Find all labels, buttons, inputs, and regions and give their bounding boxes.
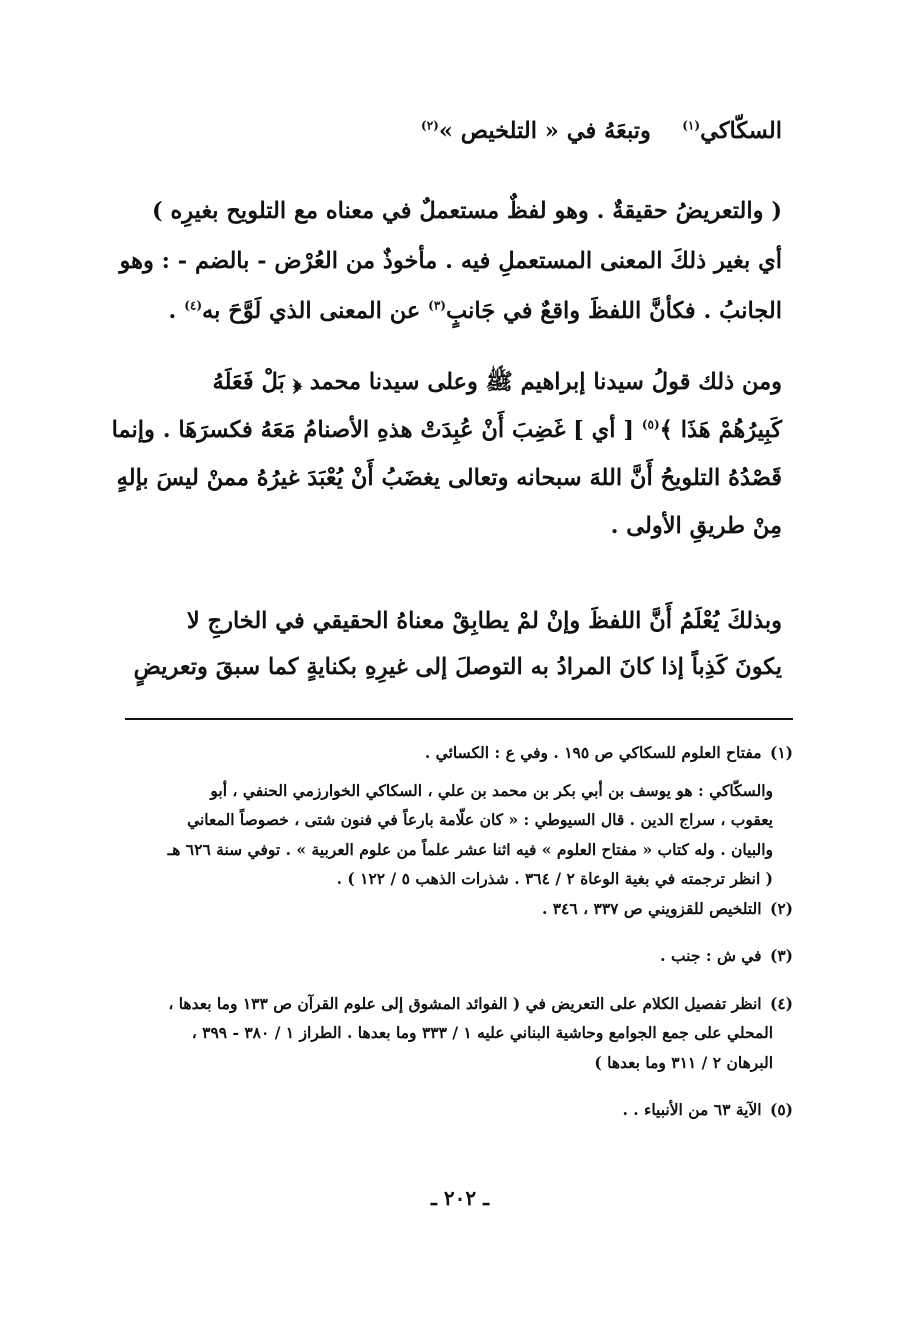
footnote-ref-1: (١) [682, 118, 701, 133]
footnote-line: يعقوب ، سراج الدين . قال السيوطي : « كان علّامة بارعاً في فنون شتى ، خصوصاً المعاني [187, 810, 773, 829]
footnote-3 [103, 941, 793, 971]
footnote-text: الآية ٦٣ من الأنبياء . . [622, 1100, 762, 1119]
footnote-number: (٤) [769, 993, 793, 1013]
paragraph-line: يكونَ كَذِباً إذا كانَ المرادُ به التوصلَ إلى غيرِهِ بكنايةٍ كما سبقَ وتعريضٍ [133, 654, 782, 680]
footnotes-section [103, 738, 793, 1133]
paragraph-line: ( والتعريضُ حقيقةٌ . وهو لفظٌ مستعملٌ في معناه مع التلويح بغيرِه ) [151, 198, 782, 224]
footnote-text: التلخيص للقزويني ص ٣٣٧ ، ٣٤٦ . [541, 898, 762, 918]
footnote-number: (١) [769, 743, 793, 762]
footnote-2 [103, 894, 793, 924]
paragraph-line: الجانبُ . فكأنَّ اللفظَ واقعٌ في جَانبٍ$^{(٣)}$ عن المعنى الذي لَوَّحَ به$^{(٤)}$ . [168, 298, 782, 324]
footnote-line: المحلي على جمع الجوامع وحاشية البناني عليه ١ / ٣٣٣ وما بعدها . الطراز ١ / ٣٨٠ - ٣٩٩ ، [191, 1023, 773, 1042]
paragraph-line: أي بغير ذلكَ المعنى المستعملِ فيه . مأخوذٌ من العُرْض - بالضم - : وهو [119, 248, 782, 274]
paragraph-line: وبذلكَ يُعْلَمُ أَنَّ اللفظَ وإنْ لمْ يطابِقْ معناهُ الحقيقي في الخارجِ لا [186, 608, 782, 634]
paragraph-line: ومن ذلك قولُ سيدنا إبراهيم ﷺ وعلى سيدنا محمد ﴿ بَلْ فَعَلَهُ [212, 369, 782, 395]
footnote-line: البرهان ٢ / ٣١١ وما بعدها ) [594, 1052, 773, 1072]
footnote-1-biography [103, 776, 773, 894]
footnote-number: (٣) [769, 946, 793, 965]
footnote-number: (٥) [769, 1100, 793, 1119]
footnote-line: والبيان . وله كتاب « مفتاح العلوم » فيه اثنا عشر علماً من علوم العربية » . توفي سنة ٦٢٦ هـ [167, 839, 773, 859]
footnote-text: في ش : جنب . [660, 946, 762, 965]
footnote-number: (٢) [769, 898, 793, 918]
paragraph-definition [110, 186, 782, 336]
paragraph-line: كَبِيرُهُمْ هَذَا ﴾$^{(٥)}$ [ أي ] غَضِبَ أَنْ عُبِدَتْ هذهِ الأصنامُ مَعَهُ فكسرَهَا . وإنما [111, 417, 782, 443]
header-text: السكّاكي [700, 118, 782, 144]
footnote-line: والسكّاكي : هو يوسف بن أبي بكر بن محمد بن علي ، السكاكي الخوارزمي الحنفي ، أبو [210, 780, 773, 800]
footnote-ref-2: (٢) [421, 118, 439, 133]
paragraph-line: مِنْ طريقِ الأولى . [610, 513, 782, 539]
page-number: ـ ٢٠٢ ـ [431, 1186, 489, 1210]
footnote-4 [103, 989, 793, 1078]
header-text-2: وتبعَهُ في « التلخيص » [438, 118, 651, 144]
header-line [110, 108, 782, 154]
footnote-5 [103, 1095, 793, 1125]
footnote-divider [125, 718, 793, 720]
paragraph-conclusion [110, 598, 782, 690]
footnote-ref-3: (٣) [428, 298, 446, 313]
footnote-ref-4: (٤) [184, 298, 203, 313]
footnote-line: ( انظر ترجمته في بغية الوعاة ٢ / ٣٦٤ . شذرات الذهب ٥ / ١٢٢ ) . [336, 869, 773, 888]
footnote-text: مفتاح العلوم للسكاكي ص ١٩٥ . وفي ع : الكسائي . [424, 743, 762, 762]
footnote-text: انظر تفصيل الكلام على التعريض في ( الفوائد المشوق إلى علوم القرآن ص ١٣٣ وما بعدها ، [168, 993, 762, 1013]
paragraph-example [110, 358, 782, 550]
paragraph-line: قَصْدُهُ التلويحُ أَنَّ اللهَ سبحانه وتعالى يغضَبُ أَنْ يُعْبَدَ غيرُهُ ممنْ ليسَ بإلهٍ [116, 465, 782, 491]
footnote-1 [103, 738, 793, 768]
footnote-ref-5: (٥) [641, 417, 660, 432]
